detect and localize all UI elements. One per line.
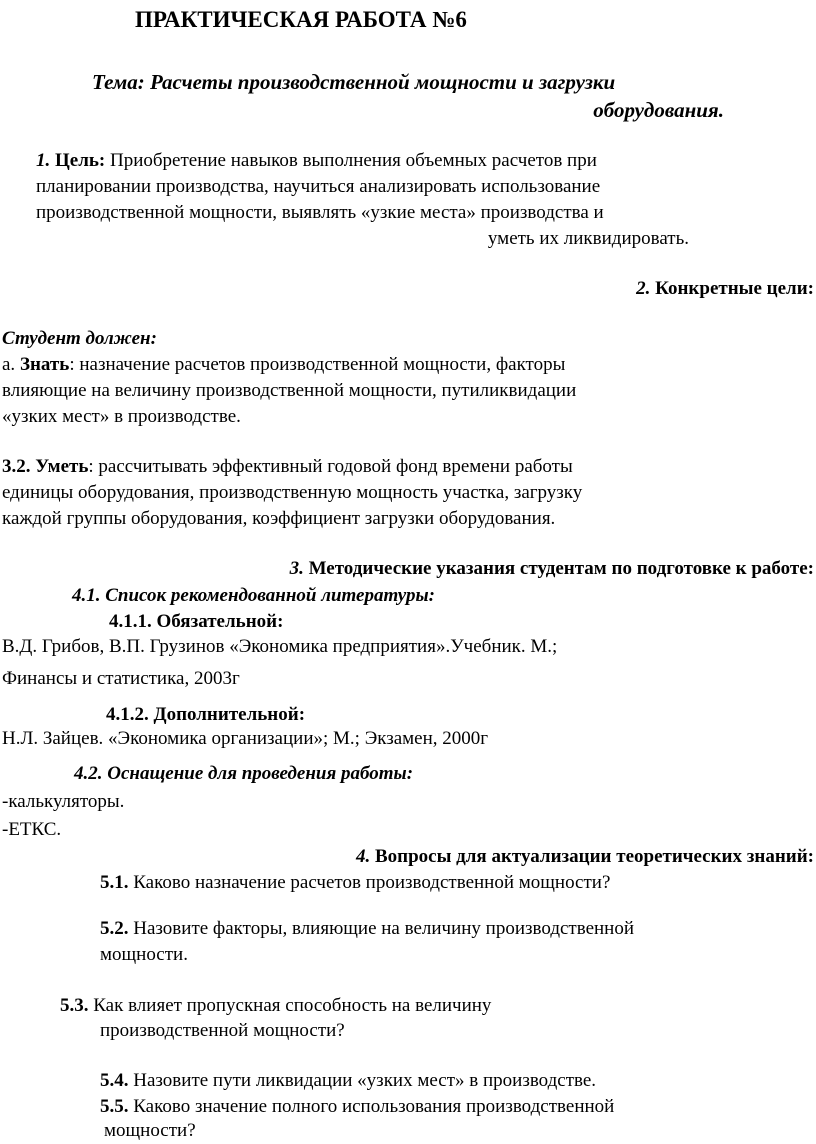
question-5-number: 5.5. bbox=[100, 1096, 129, 1117]
question-5-line-1 bbox=[100, 1095, 614, 1119]
question-1-number: 5.1. bbox=[100, 872, 129, 893]
page-title: ПРАКТИЧЕСКАЯ РАБОТА №6 bbox=[135, 7, 467, 32]
goal-label: Цель: bbox=[55, 150, 106, 171]
question-3-line-1 bbox=[60, 994, 491, 1018]
can-label: 3.2. Уметь bbox=[2, 456, 89, 477]
specific-goals-number: 2. bbox=[636, 278, 651, 299]
know-line-3: «узких мест» в производстве. bbox=[2, 406, 241, 427]
literature-heading: 4.1. Список рекомендованной литературы: bbox=[72, 585, 435, 606]
goal-number: 1. bbox=[36, 150, 51, 171]
questions-number: 4. bbox=[355, 846, 371, 867]
can-line-1 bbox=[2, 455, 573, 479]
know-line-1 bbox=[2, 353, 565, 377]
goal-line-4: уметь их ликвидировать. bbox=[487, 228, 689, 249]
specific-goals-heading bbox=[636, 277, 814, 301]
know-line-2: влияющие на величину производственной мощности, путиликвидации bbox=[2, 380, 577, 401]
question-2-line-2: мощности. bbox=[100, 944, 188, 965]
can-line-2: единицы оборудования, производственную мощность участка, загрузку bbox=[2, 482, 583, 503]
can-text-1: : рассчитывать эффективный годовой фонд времени работы bbox=[88, 456, 573, 477]
literature-additional-line-1: Н.Л. Зайцев. «Экономика организации»; М.; Экзамен, 2000г bbox=[2, 728, 489, 749]
question-4-number: 5.4. bbox=[100, 1070, 129, 1091]
question-2-text-1: Назовите факторы, влияющие на величину производственной bbox=[128, 918, 635, 939]
question-1 bbox=[100, 871, 610, 895]
know-label: Знать bbox=[19, 354, 70, 375]
know-text-1: : назначение расчетов производственной мощности, факторы bbox=[69, 354, 566, 375]
question-2-number: 5.2. bbox=[100, 918, 129, 939]
question-3-text-1: Как влияет пропускная способность на величину bbox=[88, 995, 492, 1016]
question-2-line-1 bbox=[100, 917, 634, 941]
topic-line-1: Тема: Расчеты производственной мощности и загрузки bbox=[92, 70, 616, 94]
know-prefix: a. bbox=[2, 354, 20, 375]
question-3-line-2: производственной мощности? bbox=[100, 1020, 345, 1041]
student-must-heading: Студент должен: bbox=[2, 328, 157, 349]
topic-line-2: оборудования. bbox=[593, 98, 724, 122]
question-3-number: 5.3. bbox=[60, 995, 89, 1016]
literature-mandatory-line-2: Финансы и статистика, 2003г bbox=[2, 668, 240, 689]
literature-mandatory-heading: 4.1.1. Обязательной: bbox=[109, 611, 284, 632]
goal-text-1: Приобретение навыков выполнения объемных расчетов при bbox=[105, 150, 597, 171]
question-5-line-2: мощности? bbox=[104, 1120, 196, 1141]
methodical-number: 3. bbox=[289, 558, 304, 579]
equipment-heading: 4.2. Оснащение для проведения работы: bbox=[74, 763, 414, 784]
goal-line-3: производственной мощности, выявлять «узкие места» производства и bbox=[36, 202, 604, 223]
goal-line-2: планировании производства, научиться анализировать использование bbox=[36, 176, 601, 197]
questions-heading bbox=[356, 845, 814, 869]
specific-goals-label: Конкретные цели: bbox=[650, 278, 814, 299]
question-4 bbox=[100, 1069, 596, 1093]
methodical-heading bbox=[290, 557, 814, 581]
literature-mandatory-line-1: В.Д. Грибов, В.П. Грузинов «Экономика предприятия».Учебник. М.; bbox=[2, 636, 558, 657]
can-line-3: каждой группы оборудования, коэффициент загрузки оборудования. bbox=[2, 508, 556, 529]
methodical-label: Методические указания студентам по подготовке к работе: bbox=[303, 558, 814, 579]
question-4-text: Назовите пути ликвидации «узких мест» в производстве. bbox=[128, 1070, 597, 1091]
literature-additional-heading: 4.1.2. Дополнительной: bbox=[106, 704, 306, 725]
equipment-item: -ЕТКС. bbox=[2, 819, 62, 840]
question-5-text-1: Каково значение полного использования производственной bbox=[128, 1096, 615, 1117]
goal-line-1 bbox=[36, 149, 597, 173]
equipment-item: -калькуляторы. bbox=[2, 791, 125, 812]
question-1-text: Каково назначение расчетов производственной мощности? bbox=[128, 872, 611, 893]
questions-label: Вопросы для актуализации теоретических знаний: bbox=[370, 846, 814, 867]
